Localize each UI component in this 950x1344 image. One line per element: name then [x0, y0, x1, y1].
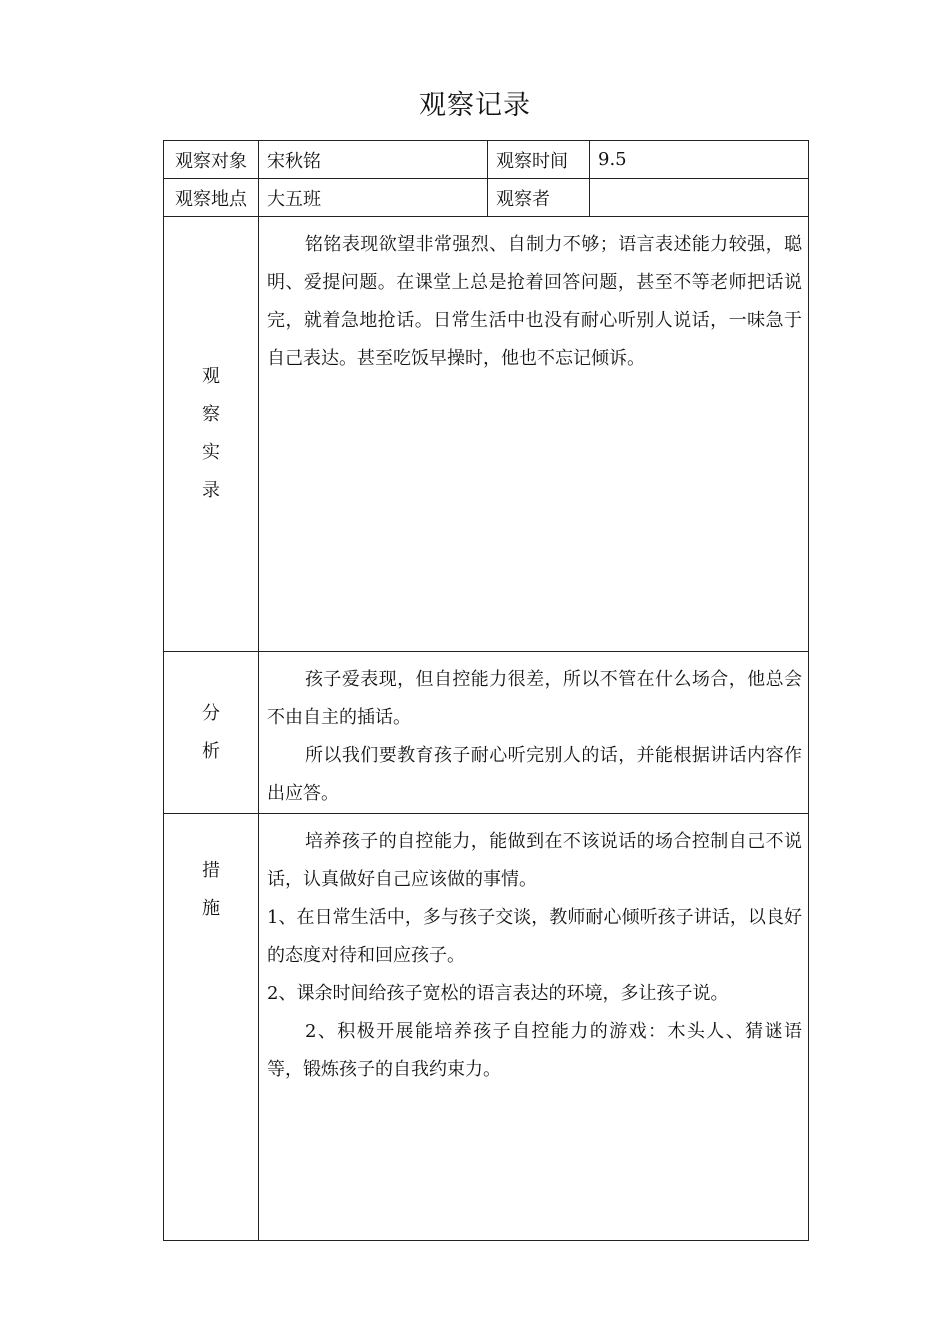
observation-label-char: 实	[202, 442, 220, 463]
time-label: 观察时间	[488, 141, 590, 179]
analysis-content	[259, 652, 809, 814]
time-value: 9.5	[590, 141, 809, 179]
observation-section-label	[164, 217, 259, 652]
measures-paragraph: 2、课余时间给孩子宽松的语言表达的环境，多让孩子说。	[267, 983, 729, 1004]
place-value: 大五班	[259, 179, 488, 217]
observation-label-char: 观	[202, 366, 220, 387]
header-row-2	[164, 179, 809, 217]
observer-value	[590, 179, 809, 217]
analysis-paragraph: 所以我们要教育孩子耐心听完别人的话，并能根据讲话内容作出应答。	[267, 745, 802, 804]
observation-row	[164, 217, 809, 652]
measures-paragraph: 2、积极开展能培养孩子自控能力的游戏：木头人、猜谜语等，锻炼孩子的自我约束力。	[267, 1021, 802, 1080]
analysis-label-char: 析	[202, 740, 220, 762]
observation-label-char: 录	[202, 480, 220, 501]
observation-label-char: 察	[202, 404, 220, 425]
analysis-label-char: 分	[202, 702, 220, 724]
measures-label-char: 施	[202, 898, 220, 919]
measures-paragraph: 1、在日常生活中，多与孩子交谈，教师耐心倾听孩子讲话，以良好的态度对待和回应孩子。	[267, 907, 802, 966]
observation-content	[259, 217, 809, 652]
observation-record-table	[163, 140, 809, 1241]
place-label: 观察地点	[164, 179, 259, 217]
measures-section-label	[164, 814, 259, 1241]
analysis-section-label	[164, 652, 259, 814]
measures-row	[164, 814, 809, 1241]
analysis-paragraph: 孩子爱表现，但自控能力很差，所以不管在什么场合，他总会不由自主的插话。	[267, 669, 802, 728]
subject-value: 宋秋铭	[259, 141, 488, 179]
measures-paragraph: 培养孩子的自控能力，能做到在不该说话的场合控制自己不说话，认真做好自己应该做的事情。	[267, 831, 802, 890]
observer-label: 观察者	[488, 179, 590, 217]
subject-label: 观察对象	[164, 141, 259, 179]
analysis-row	[164, 652, 809, 814]
page-title: 观察记录	[419, 90, 531, 121]
measures-content	[259, 814, 809, 1241]
observation-paragraph: 铭铭表现欲望非常强烈、自制力不够；语言表述能力较强，聪明、爱提问题。在课堂上总是抢着回答问题，甚至不等老师把话说完，就着急地抢话。日常生活中也没有耐心听别人说话，一味急于自己表达。甚至吃饭早操时，他也不忘记倾诉。	[267, 234, 802, 369]
header-row-1	[164, 141, 809, 179]
measures-label-char: 措	[202, 860, 220, 881]
